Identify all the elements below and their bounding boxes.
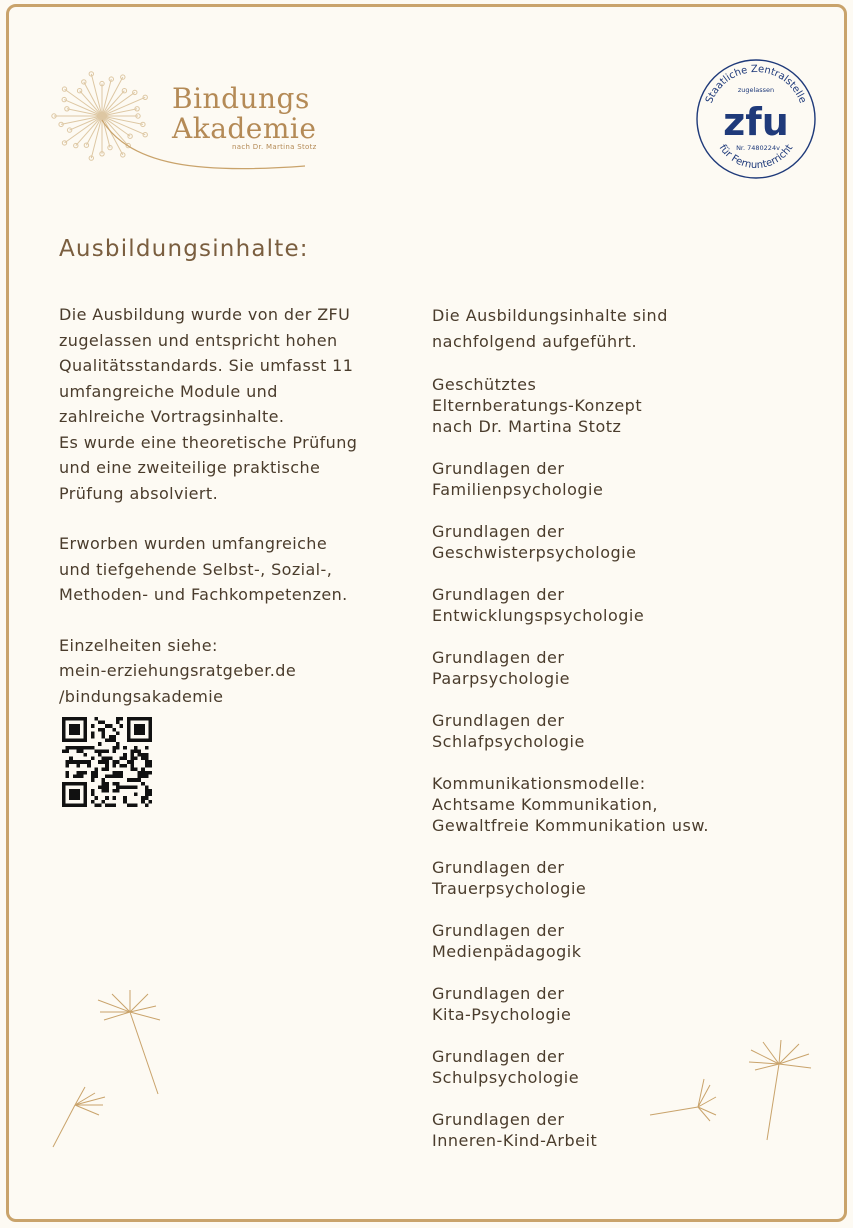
right-column xyxy=(432,303,772,1172)
left-column xyxy=(59,302,409,734)
module-list xyxy=(432,374,772,1151)
intro-paragraph: Die Ausbildung wurde von der ZFU zugelassen und entspricht hohen Qualitätsstandards. Sie umfasst 11 umfangreiche Module und zahlreiche Vortragsinhalte. Es wurde eine theoretische Prüfung und eine zweiteilige praktische Prüfung absolviert. xyxy=(59,305,358,503)
dandelion-seed-icon xyxy=(45,1085,115,1155)
seal-bottom-text: für Fernunterricht xyxy=(716,142,796,172)
dandelion-seed-icon xyxy=(90,990,170,1100)
logo-line-1: Bindungs xyxy=(172,82,310,115)
logo-line-2: Akademie xyxy=(172,112,317,145)
module-item: Grundlagen der Schlafpsychologie xyxy=(432,711,585,751)
page-title: Ausbildungsinhalte: xyxy=(59,236,309,262)
module-item: Grundlagen der Trauerpsychologie xyxy=(432,858,587,898)
module-item: Geschütztes Elternberatungs-Konzept nach Dr. Martina Stotz xyxy=(432,375,643,436)
module-item: Grundlagen der Schulpsychologie xyxy=(432,1047,580,1087)
svg-text:Staatliche Zentralstelle xyxy=(704,64,808,105)
module-item: Grundlagen der Familienpsychologie xyxy=(432,459,604,499)
content-intro: Die Ausbildungsinhalte sind nachfolgend aufgeführt. xyxy=(432,306,668,351)
module-item: Kommunikationsmodelle: Achtsame Kommunikation, Gewaltfreie Kommunikation usw. xyxy=(432,774,710,835)
module-item: Grundlagen der Medienpädagogik xyxy=(432,921,582,961)
module-item: Grundlagen der Geschwisterpsychologie xyxy=(432,522,637,562)
competence-paragraph: Erworben wurden umfangreiche und tiefgehende Selbst-, Sozial-, Methoden- und Fachkompetenzen. xyxy=(59,534,348,604)
logo-wordmark xyxy=(172,84,316,144)
details-paragraph: Einzelheiten siehe: mein-erziehungsratgeber.de /bindungsakademie xyxy=(59,635,297,706)
dandelion-seed-icon xyxy=(745,1040,815,1150)
seal-brand: zfu xyxy=(723,100,789,144)
zfu-seal xyxy=(695,55,817,183)
module-item: Grundlagen der Entwicklungspsychologie xyxy=(432,585,645,625)
seal-zugelassen: zugelassen xyxy=(737,86,775,94)
qr-code-icon xyxy=(62,717,152,807)
zfu-seal-icon xyxy=(695,55,817,183)
seal-number: Nr. 7480224v xyxy=(736,144,780,152)
dandelion-seed-icon xyxy=(648,1075,718,1125)
seal-top-text: Staatliche Zentralstelle xyxy=(704,63,808,105)
logo-subtitle: nach Dr. Martina Stotz xyxy=(232,143,317,151)
module-item: Grundlagen der Inneren-Kind-Arbeit xyxy=(432,1110,598,1150)
qr-code[interactable] xyxy=(62,717,152,807)
module-item: Grundlagen der Kita-Psychologie xyxy=(432,984,572,1024)
module-item: Grundlagen der Paarpsychologie xyxy=(432,648,570,688)
